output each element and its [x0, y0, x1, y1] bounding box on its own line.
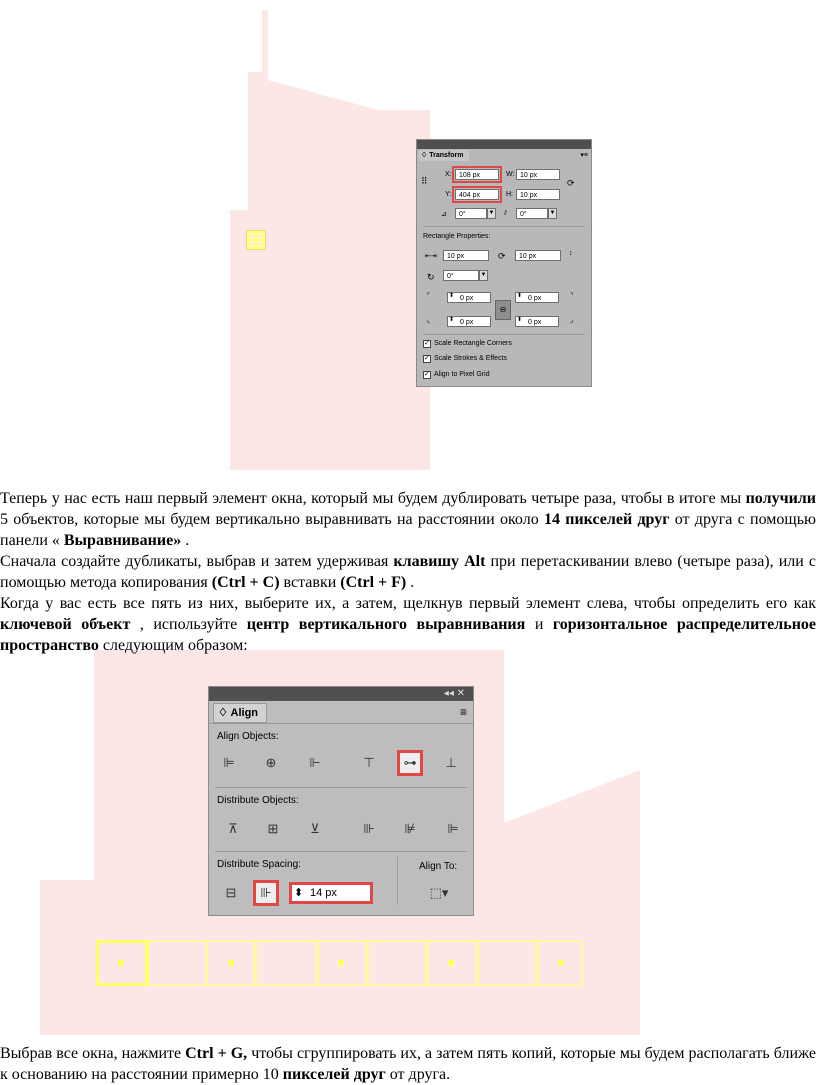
corner-tl-field[interactable]: 0 px — [447, 292, 491, 303]
x-field[interactable]: 108 px — [455, 169, 499, 180]
horizontal-align-right-icon[interactable]: ⊩ — [309, 755, 321, 770]
window-frame — [367, 940, 427, 986]
rect-width-icon: ⇤⇥ — [425, 253, 437, 260]
stepper-icon[interactable]: ⬍ — [449, 293, 455, 299]
scale-strokes-label: Scale Strokes & Effects — [434, 355, 508, 362]
align-pixel-grid-checkbox[interactable]: ✓ — [424, 371, 430, 378]
panel-menu-icon[interactable]: ≡ — [459, 705, 467, 719]
shear-icon: ⫽ — [504, 210, 508, 217]
align-to-selection-icon[interactable]: ⬚▾ — [429, 885, 449, 900]
window-frame — [477, 940, 537, 986]
reference-point-icon[interactable]: ⠿ — [421, 176, 427, 186]
scale-corners-checkbox[interactable]: ✓ — [424, 340, 430, 347]
divider — [423, 334, 585, 335]
horizontal-distribute-left-icon[interactable]: ⊪ — [363, 821, 375, 836]
x-label: X: — [445, 171, 452, 178]
stepper-icon[interactable]: ⬍ — [517, 317, 523, 323]
panel-titlebar[interactable] — [417, 140, 591, 149]
selected-square-icon — [246, 230, 266, 250]
align-to-label: Align To: — [419, 861, 458, 872]
link-proportions-icon[interactable]: ⟳ — [567, 178, 575, 188]
vertical-align-center-icon[interactable]: ⊶ — [400, 753, 420, 773]
align-objects-label: Align Objects: — [217, 731, 279, 742]
anchor-point — [228, 960, 234, 966]
vertical-distribute-top-icon[interactable]: ⊼ — [228, 821, 238, 836]
rect-rotate-icon: ↻ — [427, 272, 435, 282]
spacing-input[interactable] — [289, 882, 373, 904]
bg-building-shape — [248, 110, 430, 470]
w-field[interactable]: 10 px — [516, 169, 560, 180]
scale-corners-label: Scale Rectangle Corners — [434, 340, 512, 347]
shear-field[interactable]: 0° — [516, 208, 548, 219]
stepper-icon[interactable]: ⬍ — [517, 293, 523, 299]
horizontal-distribute-center-icon[interactable]: ⊯ — [404, 821, 416, 836]
paragraph-2: Сначала создайте дубликаты, выбрав и затем удерживая клавишу Alt при перетаскивании влево (четыре раза), или с помощью метода копирования (Ctrl + C) вставки (Ctrl + F) . — [0, 553, 816, 591]
window-frame — [255, 940, 317, 986]
shear-dropdown[interactable]: ▼ — [548, 208, 557, 219]
tab-align[interactable]: ♢ Align — [213, 703, 267, 723]
rect-link-icon[interactable]: ⟳ — [498, 251, 506, 261]
rotate-field[interactable]: 0° — [455, 208, 487, 219]
align-pixel-grid-label: Align to Pixel Grid — [434, 371, 490, 378]
panel-menu-icon[interactable]: ▾≡ — [580, 152, 588, 159]
window-frame — [148, 940, 208, 986]
corner-bl-field[interactable]: 0 px — [447, 316, 491, 327]
paragraph-1: Теперь у нас есть наш первый элемент окна, который мы будем дублировать четыре раза, чтобы в итоге мы получили 5 объектов, которые мы будем вертикально выравнивать на расстоянии около 14 пикселей друг от друга с помощью панели « Выравнивание» . — [0, 490, 816, 549]
distribute-objects-label: Distribute Objects: — [217, 795, 299, 806]
scale-strokes-checkbox[interactable]: ✓ — [424, 355, 430, 362]
panel-titlebar[interactable]: ◂◂ ✕ — [209, 687, 473, 701]
transform-panel — [416, 139, 592, 387]
divider — [209, 723, 473, 724]
bg-building-shape — [40, 880, 100, 1035]
divider — [215, 851, 467, 852]
corner-tr-field[interactable]: 0 px — [515, 292, 559, 303]
w-label: W: — [506, 171, 515, 178]
horizontal-distribute-space-icon[interactable]: ⊪ — [256, 883, 276, 903]
horizontal-align-left-icon[interactable]: ⊫ — [223, 755, 235, 770]
rect-width-field[interactable]: 10 px — [443, 250, 489, 261]
anchor-point — [448, 960, 454, 966]
vertical-align-top-icon[interactable]: ⊤ — [363, 755, 375, 770]
corner-type-br-icon[interactable]: ⌟ — [570, 317, 574, 324]
bg-building-shape — [262, 10, 268, 80]
rotate-icon: ⊿ — [441, 211, 447, 218]
stepper-icon[interactable]: ⬍ — [449, 317, 455, 323]
divider — [423, 226, 585, 227]
horizontal-align-center-icon[interactable]: ⊕ — [265, 755, 277, 770]
divider — [215, 787, 467, 788]
paragraph-3: Когда у вас есть все пять из них, выберите их, а затем, щелкнув первый элемент слева, чтобы определить его как ключевой объект , используйте центр вертикального выравнивания и горизонтальное распределительное пространство следующим образом: — [0, 595, 816, 654]
tab-transform[interactable]: ♢ Transform — [419, 150, 469, 161]
stepper-icon[interactable]: ⬍ — [294, 887, 304, 899]
y-field[interactable]: 404 px — [455, 189, 499, 200]
corner-type-bl-icon[interactable]: ⌞ — [427, 317, 431, 324]
corner-type-tl-icon[interactable]: ⌜ — [427, 293, 431, 300]
rect-height-field[interactable]: 10 px — [515, 250, 561, 261]
paragraph-4: Выбрав все окна, нажмите Ctrl + G, чтобы сгруппировать их, а затем пять копий, которые мы будем располагать ближе к основанию на расстоянии примерно 10 пикселей друг от друга. — [0, 1045, 816, 1083]
rect-rotate-dropdown[interactable]: ▼ — [479, 270, 488, 281]
vertical-distribute-space-icon[interactable]: ⊟ — [225, 885, 237, 900]
anchor-point — [118, 960, 124, 966]
spacing-value: 14 px — [310, 887, 337, 899]
rect-height-icon: ↕ — [569, 250, 573, 257]
divider-vertical — [397, 857, 398, 905]
bg-building-shape — [504, 770, 640, 1035]
rectangle-properties-label: Rectangle Properties: — [423, 233, 491, 240]
rect-rotate-field[interactable]: 0° — [443, 270, 479, 281]
h-field[interactable]: 10 px — [516, 189, 560, 200]
anchor-point — [558, 960, 564, 966]
vertical-distribute-center-icon[interactable]: ⊞ — [267, 821, 279, 836]
horizontal-distribute-right-icon[interactable]: ⊫ — [447, 821, 459, 836]
bg-building-shape — [248, 72, 268, 112]
rotate-dropdown[interactable]: ▼ — [487, 208, 496, 219]
anchor-point — [338, 960, 344, 966]
h-label: H: — [506, 191, 513, 198]
align-panel — [208, 686, 474, 916]
y-label: Y: — [445, 191, 452, 198]
vertical-distribute-bottom-icon[interactable]: ⊻ — [310, 821, 320, 836]
distribute-spacing-label: Distribute Spacing: — [217, 859, 301, 870]
vertical-align-bottom-icon[interactable]: ⊥ — [445, 755, 457, 770]
corner-br-field[interactable]: 0 px — [515, 316, 559, 327]
corner-type-tr-icon[interactable]: ⌝ — [570, 293, 574, 300]
link-corners-icon[interactable]: ⊖ — [495, 300, 511, 320]
